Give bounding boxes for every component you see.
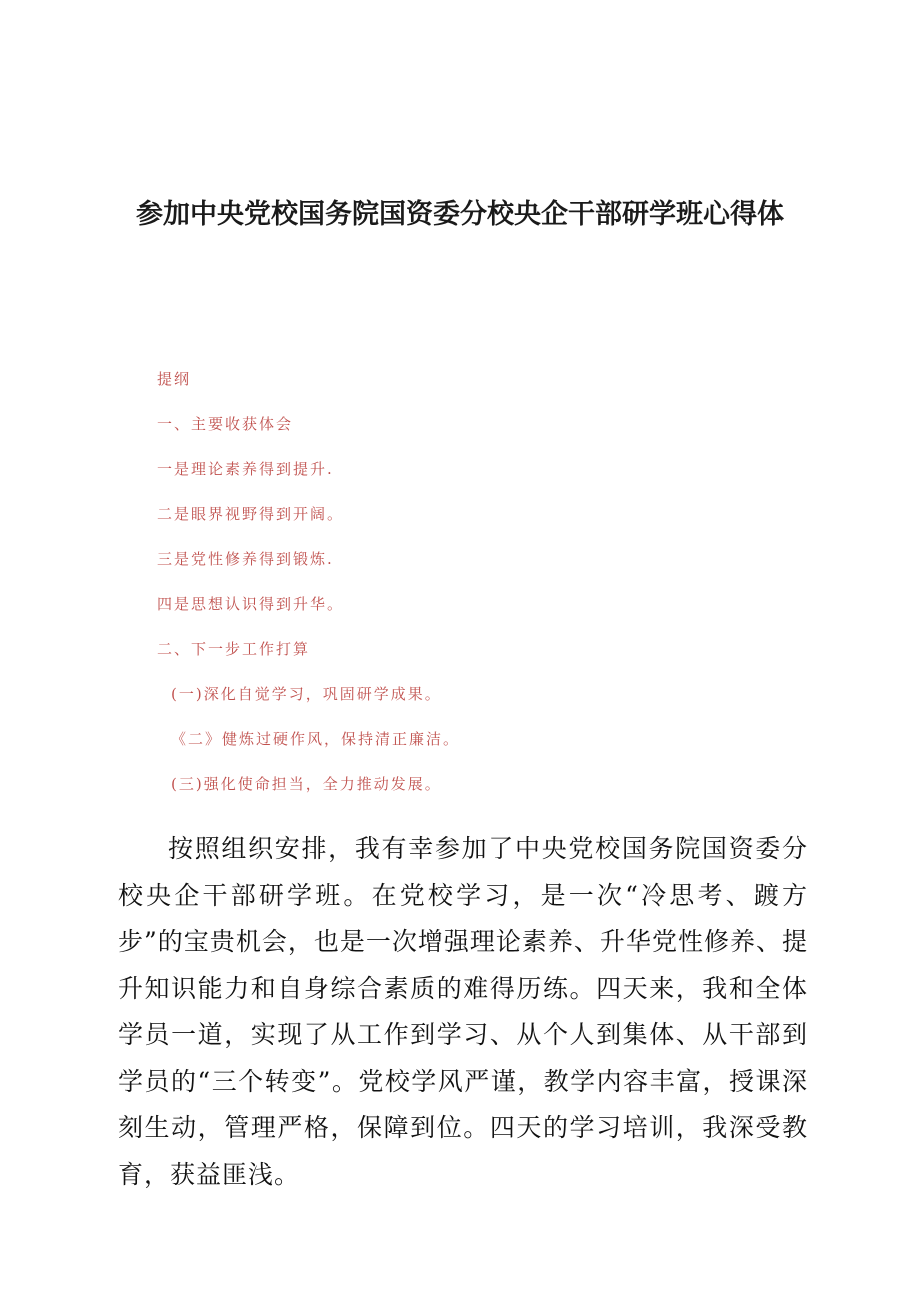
outline-section <box>157 364 797 814</box>
outline-heading: 提纲 <box>157 370 192 388</box>
body-paragraph: 按照组织安排，我有幸参加了中央党校国务院国资委分校央企干部研学班。在党校学习，是一次“冷思考、踱方步”的宝贵机会，也是一次增强理论素养、升华党性修养、提升知识能力和自身综合素质的难得历练。四天来，我和全体学员一道，实现了从工作到学习、从个人到集体、从干部到学员的“三个转变”。党校学风严谨，教学内容丰富，授课深刻生动，管理严格，保障到位。四天的学习培训，我深受教育，获益匪浅。 <box>118 834 808 1189</box>
outline-subitem: (三)强化使命担当，全力推动发展。 <box>171 775 442 793</box>
outline-item: 一、主要收获体会 <box>157 415 294 433</box>
outline-subitem: (一)深化自觉学习，巩固研学成果。 <box>171 685 442 703</box>
outline-item: 二、下一步工作打算 <box>157 640 311 658</box>
outline-item: 二是眼界视野得到开阔。 <box>157 505 345 523</box>
outline-item: 三是党性修养得到锻炼. <box>157 550 334 568</box>
outline-item: 四是思想认识得到升华。 <box>157 595 345 613</box>
outline-subitem: 《二》健炼过硬作风，保持清正廉洁。 <box>171 730 461 748</box>
outline-item: 一是理论素养得到提升. <box>157 460 334 478</box>
document-title: 参加中央党校国务院国资委分校央企干部研学班心得体 <box>136 199 784 230</box>
